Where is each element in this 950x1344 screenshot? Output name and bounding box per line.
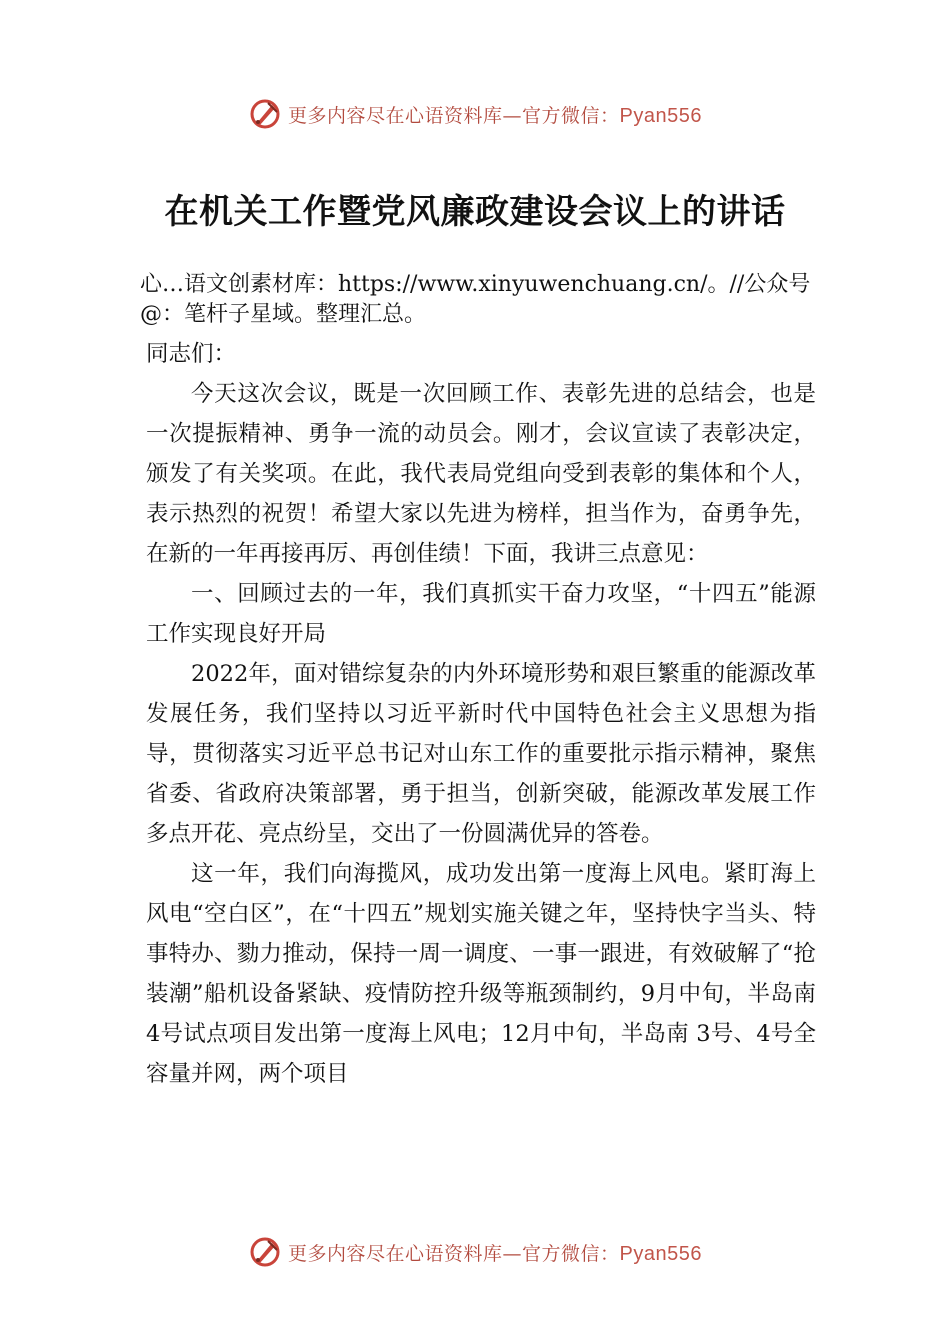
source-line: 心…语文创素材库：https://www.xinyuwenchuang.cn/。//公众号@：笔杆子星域。整理汇总。	[140, 272, 811, 327]
site-name: 更多内容尽在心语资料库	[288, 104, 503, 127]
footer-banner	[0, 1232, 950, 1272]
wechat-label: 官方微信：	[522, 1242, 620, 1265]
banner-text	[288, 101, 702, 128]
paragraph-2: 2022年，面对错综复杂的内外环境形势和艰巨繁重的能源改革发展任务，我们坚持以习近平新时代中国特色社会主义思想为指导，贯彻落实习近平总书记对山东工作的重要批示指示精神，聚焦省委、省政府决策部署，勇于担当，创新突破，能源改革发展工作多点开花、亮点纷呈，交出了一份圆满优异的答卷。	[146, 661, 816, 847]
document-title: 在机关工作暨党风廉政建设会议上的讲话	[164, 192, 786, 232]
document-body	[146, 334, 816, 1094]
banner-dash: —	[502, 104, 523, 127]
quill-pen-icon	[248, 97, 282, 131]
banner-dash: —	[502, 1242, 523, 1265]
quill-pen-icon	[248, 1235, 282, 1269]
section-heading-1: 一、回顾过去的一年，我们真抓实干奋力攻坚，“十四五”能源工作实现良好开局	[146, 581, 816, 647]
paragraph-3: 这一年，我们向海揽风，成功发出第一度海上风电。紧盯海上风电“空白区”，在“十四五”规划实施关键之年，坚持快字当头、特事特办、勠力推动，保持一周一调度、一事一跟进，有效破解了“抢装潮”船机设备紧缺、疫情防控升级等瓶颈制约，9月中旬，半岛南 4号试点项目发出第一度海上风电；12月中旬，半岛南 3号、4号全容量并网，两个项目	[146, 861, 816, 1087]
wechat-label: 官方微信：	[522, 104, 620, 127]
wechat-account: Pyan556	[619, 104, 702, 127]
paragraph-1: 今天这次会议，既是一次回顾工作、表彰先进的总结会，也是一次提振精神、勇争一流的动员会。刚才，会议宣读了表彰决定，颁发了有关奖项。在此，我代表局党组向受到表彰的集体和个人，表示热烈的祝贺！希望大家以先进为榜样，担当作为，奋勇争先，在新的一年再接再厉、再创佳绩！下面，我讲三点意见：	[146, 381, 816, 567]
header-banner	[0, 94, 950, 134]
salutation: 同志们：	[146, 341, 237, 367]
site-name: 更多内容尽在心语资料库	[288, 1242, 503, 1265]
banner-text	[288, 1239, 702, 1266]
wechat-account: Pyan556	[619, 1242, 702, 1265]
